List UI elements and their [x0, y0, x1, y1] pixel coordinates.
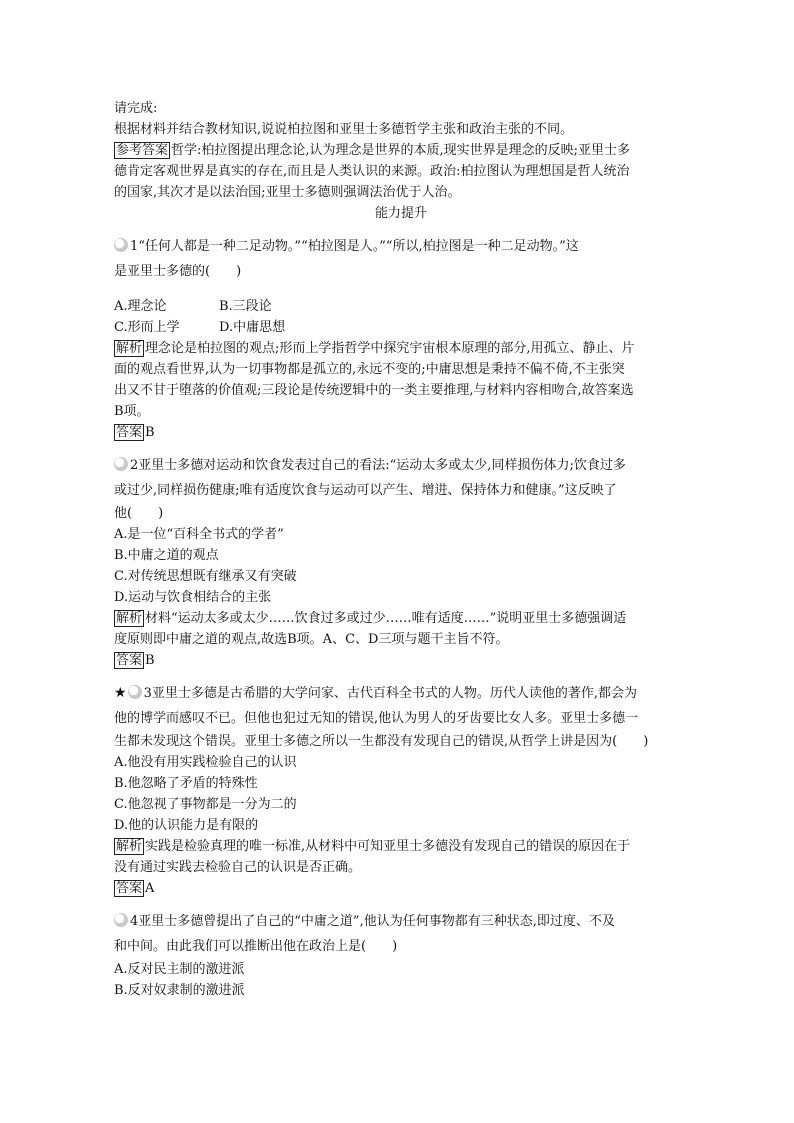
question-1-analysis-line-3: 出又不甘于堕落的价值观;三段论是传统逻辑中的一类主要推理,与材料内容相吻合,故答案选: [114, 383, 634, 398]
question-3-stem-line-2: 他的博学而感叹不已。但他也犯过无知的错误,他认为男人的牙齿要比女人多。亚里士多德一: [114, 711, 639, 726]
question-3: [114, 681, 688, 899]
question-circle-icon: [128, 685, 142, 699]
question-3-stem-1: 亚里士多德是古希腊的大学问家、古代百科全书式的人物。历代人读他的著作,都会为: [151, 686, 637, 701]
question-3-analysis-line-1: [114, 836, 688, 857]
question-3-stem-line-1: [114, 681, 688, 706]
question-2-stem-1: 亚里士多德对运动和饮食发表过自己的看法:“运动太多或太少,同样损伤体力;饮食过多: [138, 458, 626, 473]
question-3-analysis-line-2: 没有通过实践去检验自己的认识是否正确。: [114, 860, 362, 875]
option-c: C.对传统思想既有继承又有突破: [114, 569, 297, 584]
question-2-answer-line: [114, 650, 688, 671]
question-circle-icon: [114, 913, 128, 927]
intro-answer-text-1: 哲学:柏拉图提出理念论,认为理念是世界的本质,现实世界是理念的反映;亚里士多: [171, 143, 631, 158]
question-4-stem-line-2: 和中间。由此我们可以推断出他在政治上是( ): [114, 939, 398, 954]
question-4: [114, 909, 688, 1001]
question-1-analysis-line-1: [114, 338, 688, 359]
question-2-analysis-1: 材料“运动太多或太少……饮食过多或过少……唯有适度……”说明亚里士多德强调适: [145, 611, 627, 626]
option-a: A.理念论: [114, 299, 167, 314]
option-d: D.他的认识能力是有限的: [114, 818, 259, 833]
answer-label-box: 答案: [116, 425, 143, 440]
question-2-answer: B: [145, 653, 155, 668]
answer-label-box: 答案: [116, 653, 143, 668]
option-b: B.他忽略了矛盾的特殊性: [114, 776, 258, 791]
question-3-answer-line: [114, 878, 688, 899]
question-1-analysis-1: 理念论是柏拉图的观点;形而上学指哲学中探究宇宙根本原理的部分,用孤立、静止、片: [145, 341, 635, 356]
star-icon: ★: [114, 685, 127, 701]
intro-block: [114, 98, 688, 203]
analysis-label-box: 解析: [116, 341, 143, 356]
option-a: A.他没有用实践检验自己的认识: [114, 755, 297, 770]
question-number: 4: [130, 914, 139, 929]
question-circle-icon: [114, 457, 128, 471]
question-2-stem-line-2: 或过少,同样损伤健康;唯有适度饮食与运动可以产生、增进、保持体力和健康。”这反映了: [114, 483, 617, 498]
question-1-stem-1: “任何人都是一种二足动物。”“柏拉图是人。”“所以,柏拉图是一种二足动物。”这: [138, 239, 579, 254]
question-3-answer: A: [145, 881, 155, 896]
option-d: D.运动与饮食相结合的主张: [114, 590, 272, 605]
answer-label-box: 答案: [116, 881, 143, 896]
question-3-stem-line-3: 生都未发现这个错误。亚里士多德之所以一生都没有发现自己的错误,从哲学上讲是因为( ): [114, 734, 649, 749]
question-1-analysis-line-4: B项。: [114, 404, 150, 419]
analysis-label-box: 解析: [116, 611, 143, 626]
option-b: B.反对奴隶制的激进派: [114, 983, 245, 998]
intro-question: 根据材料并结合教材知识,说说柏拉图和亚里士多德哲学主张和政治主张的不同。: [114, 122, 574, 137]
option-a: A.反对民主制的激进派: [114, 962, 245, 977]
question-4-stem-1: 亚里士多德曾提出了自己的“中庸之道”,他认为任何事物都有三种状态,即过度、不及: [138, 914, 615, 929]
option-b: B.三段论: [219, 299, 272, 314]
analysis-label-box: 解析: [116, 839, 143, 854]
question-circle-icon: [114, 238, 128, 252]
question-1-options: [114, 296, 688, 338]
intro-answer-line-2: 德肯定客观世界是真实的存在,而且是人类认识的来源。政治:柏拉图认为理想国是哲人统治: [114, 164, 630, 179]
question-1-analysis-line-2: 面的观点看世界,认为一切事物都是孤立的,永远不变的;中庸思想是秉持不偏不倚,不主张突: [114, 362, 625, 377]
question-number: 2: [130, 458, 139, 473]
question-1-answer-line: [114, 422, 688, 443]
question-2-analysis-line-2: 度原则即中庸之道的观点,故选B项。A、C、D三项与题干主旨不符。: [114, 632, 509, 647]
option-b: B.中庸之道的观点: [114, 548, 219, 563]
intro-answer-line-1: [114, 140, 688, 161]
option-c: C.他忽视了事物都是一分为二的: [114, 797, 297, 812]
question-2-analysis-line-1: [114, 608, 688, 629]
question-3-analysis-1: 实践是检验真理的唯一标准,从材料中可知亚里士多德没有发现自己的错误的原因在于: [145, 839, 631, 854]
section-title: 能力提升: [374, 206, 427, 221]
question-number: 1: [130, 239, 139, 254]
question-2-stem-line-3: 他( ): [114, 506, 164, 521]
option-c: C.形而上学: [114, 320, 180, 335]
option-d: D.中庸思想: [219, 320, 286, 335]
question-1-stem-line-2: 是亚里士多德的( ): [114, 264, 242, 279]
question-2-stem-line-1: [114, 453, 688, 478]
question-1-answer: B: [145, 425, 155, 440]
intro-prompt: 请完成:: [114, 101, 158, 116]
document-page: [114, 98, 688, 1001]
question-4-stem-line-1: [114, 909, 688, 934]
question-1-stem-line-1: [114, 234, 688, 259]
answer-label-box: 参考答案: [116, 143, 169, 158]
option-a: A.是一位“百科全书式的学者”: [114, 527, 284, 542]
question-2: [114, 453, 688, 671]
question-number: 3: [143, 686, 152, 701]
question-1: [114, 234, 688, 443]
intro-answer-line-3: 的国家,其次才是以法治国;亚里士多德则强调法治优于人治。: [114, 185, 461, 200]
